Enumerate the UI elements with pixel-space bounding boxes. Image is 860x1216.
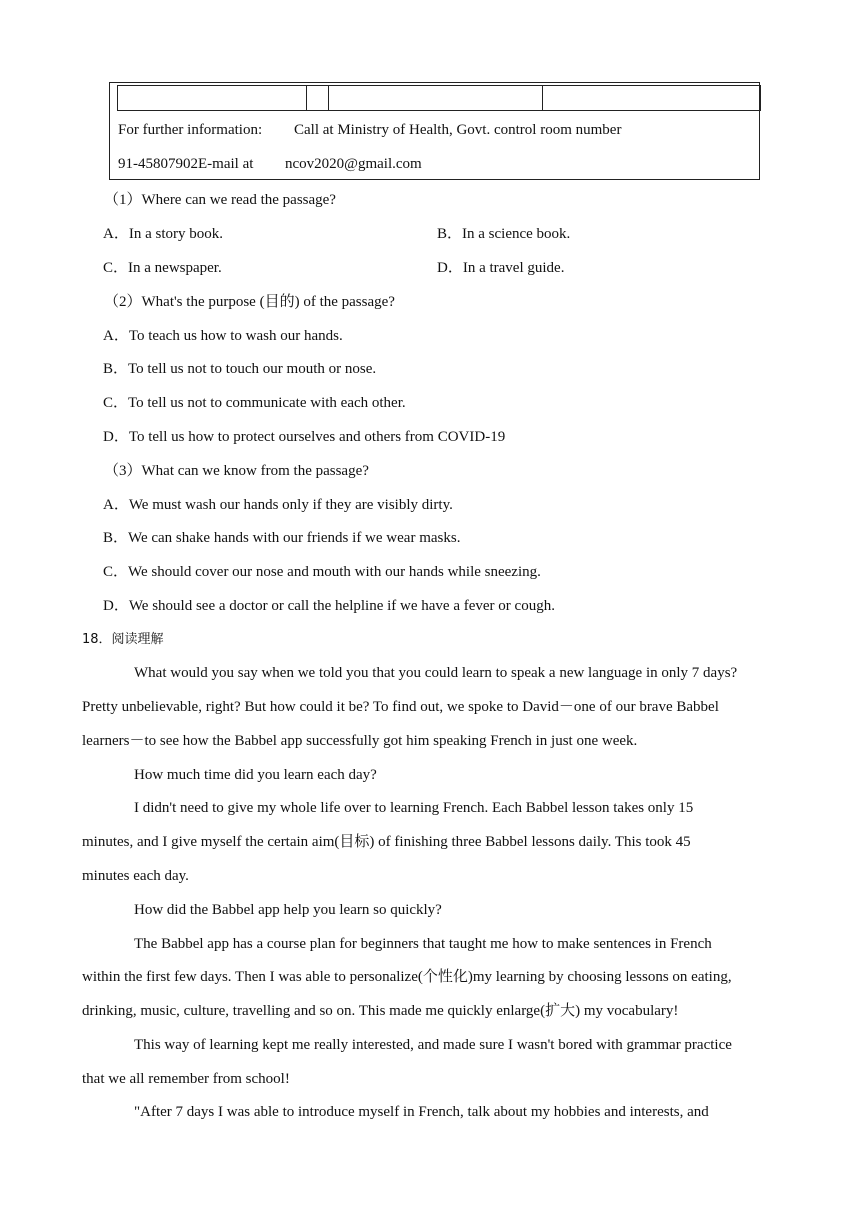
passage-line: within the first few days. Then I was able to personalize(个性化)my learning by choosing lessons on eating,: [82, 969, 732, 985]
section-18-heading: 18．阅读理解: [82, 632, 164, 647]
question-3-option-c: C．We should cover our nose and mouth with our hands while sneezing.: [103, 564, 541, 580]
table-cell: [329, 86, 543, 111]
passage-line: "After 7 days I was able to introduce myself in French, talk about my hobbies and interests, and: [134, 1104, 709, 1120]
passage-line: What would you say when we told you that you could learn to speak a new language in only 7 days?: [134, 665, 738, 681]
question-1-option-b: B．In a science book.: [437, 226, 571, 242]
info-label-phone: 91-45807902E-mail at: [118, 156, 254, 172]
passage-line: How much time did you learn each day?: [134, 767, 377, 783]
question-3-stem: （3）What can we know from the passage?: [104, 463, 369, 479]
passage-line: minutes each day.: [82, 868, 189, 884]
question-1-stem: （1）Where can we read the passage?: [104, 192, 336, 208]
question-3-option-d: D．We should see a doctor or call the helpline if we have a fever or cough.: [103, 598, 555, 614]
table-cell: [307, 86, 329, 111]
question-2-option-c: C．To tell us not to communicate with each other.: [103, 395, 406, 411]
question-3-option-a: A．We must wash our hands only if they are visibly dirty.: [103, 497, 453, 513]
question-2-stem: （2）What's the purpose (目的) of the passage?: [104, 294, 395, 310]
table-cell: [543, 86, 761, 111]
question-2-option-b: B．To tell us not to touch our mouth or nose.: [103, 361, 377, 377]
passage-line: The Babbel app has a course plan for beginners that taught me how to make sentences in French: [134, 936, 712, 952]
passage-line: minutes, and I give myself the certain aim(目标) of finishing three Babbel lessons daily. This took 45: [82, 834, 691, 850]
passage-line: that we all remember from school!: [82, 1071, 290, 1087]
question-1-option-c: C．In a newspaper.: [103, 260, 222, 276]
question-1-option-a: A．In a story book.: [103, 226, 223, 242]
passage-line: How did the Babbel app help you learn so quickly?: [134, 902, 442, 918]
question-3-option-b: B．We can shake hands with our friends if we wear masks.: [103, 530, 461, 546]
table-cell: [118, 86, 307, 111]
question-1-option-d: D．In a travel guide.: [437, 260, 565, 276]
info-label-further: For further information:: [118, 122, 263, 138]
passage-line: drinking, music, culture, travelling and so on. This made me quickly enlarge(扩大) my vocabulary!: [82, 1003, 679, 1019]
info-value-call: Call at Ministry of Health, Govt. control room number: [294, 122, 622, 138]
passage-line: learners－to see how the Babbel app successfully got him speaking French in just one week.: [82, 733, 638, 749]
passage-line: This way of learning kept me really interested, and made sure I wasn't bored with grammar practice: [134, 1037, 732, 1053]
passage-line: I didn't need to give my whole life over to learning French. Each Babbel lesson takes only 15: [134, 800, 694, 816]
passage-line: Pretty unbelievable, right? But how could it be? To find out, we spoke to David－one of our brave Babbel: [82, 699, 719, 715]
info-table-row: [117, 85, 761, 111]
question-2-option-d: D．To tell us how to protect ourselves and others from COVID-19: [103, 429, 506, 445]
question-2-option-a: A．To teach us how to wash our hands.: [103, 328, 343, 344]
info-value-email: ncov2020@gmail.com: [285, 156, 422, 172]
